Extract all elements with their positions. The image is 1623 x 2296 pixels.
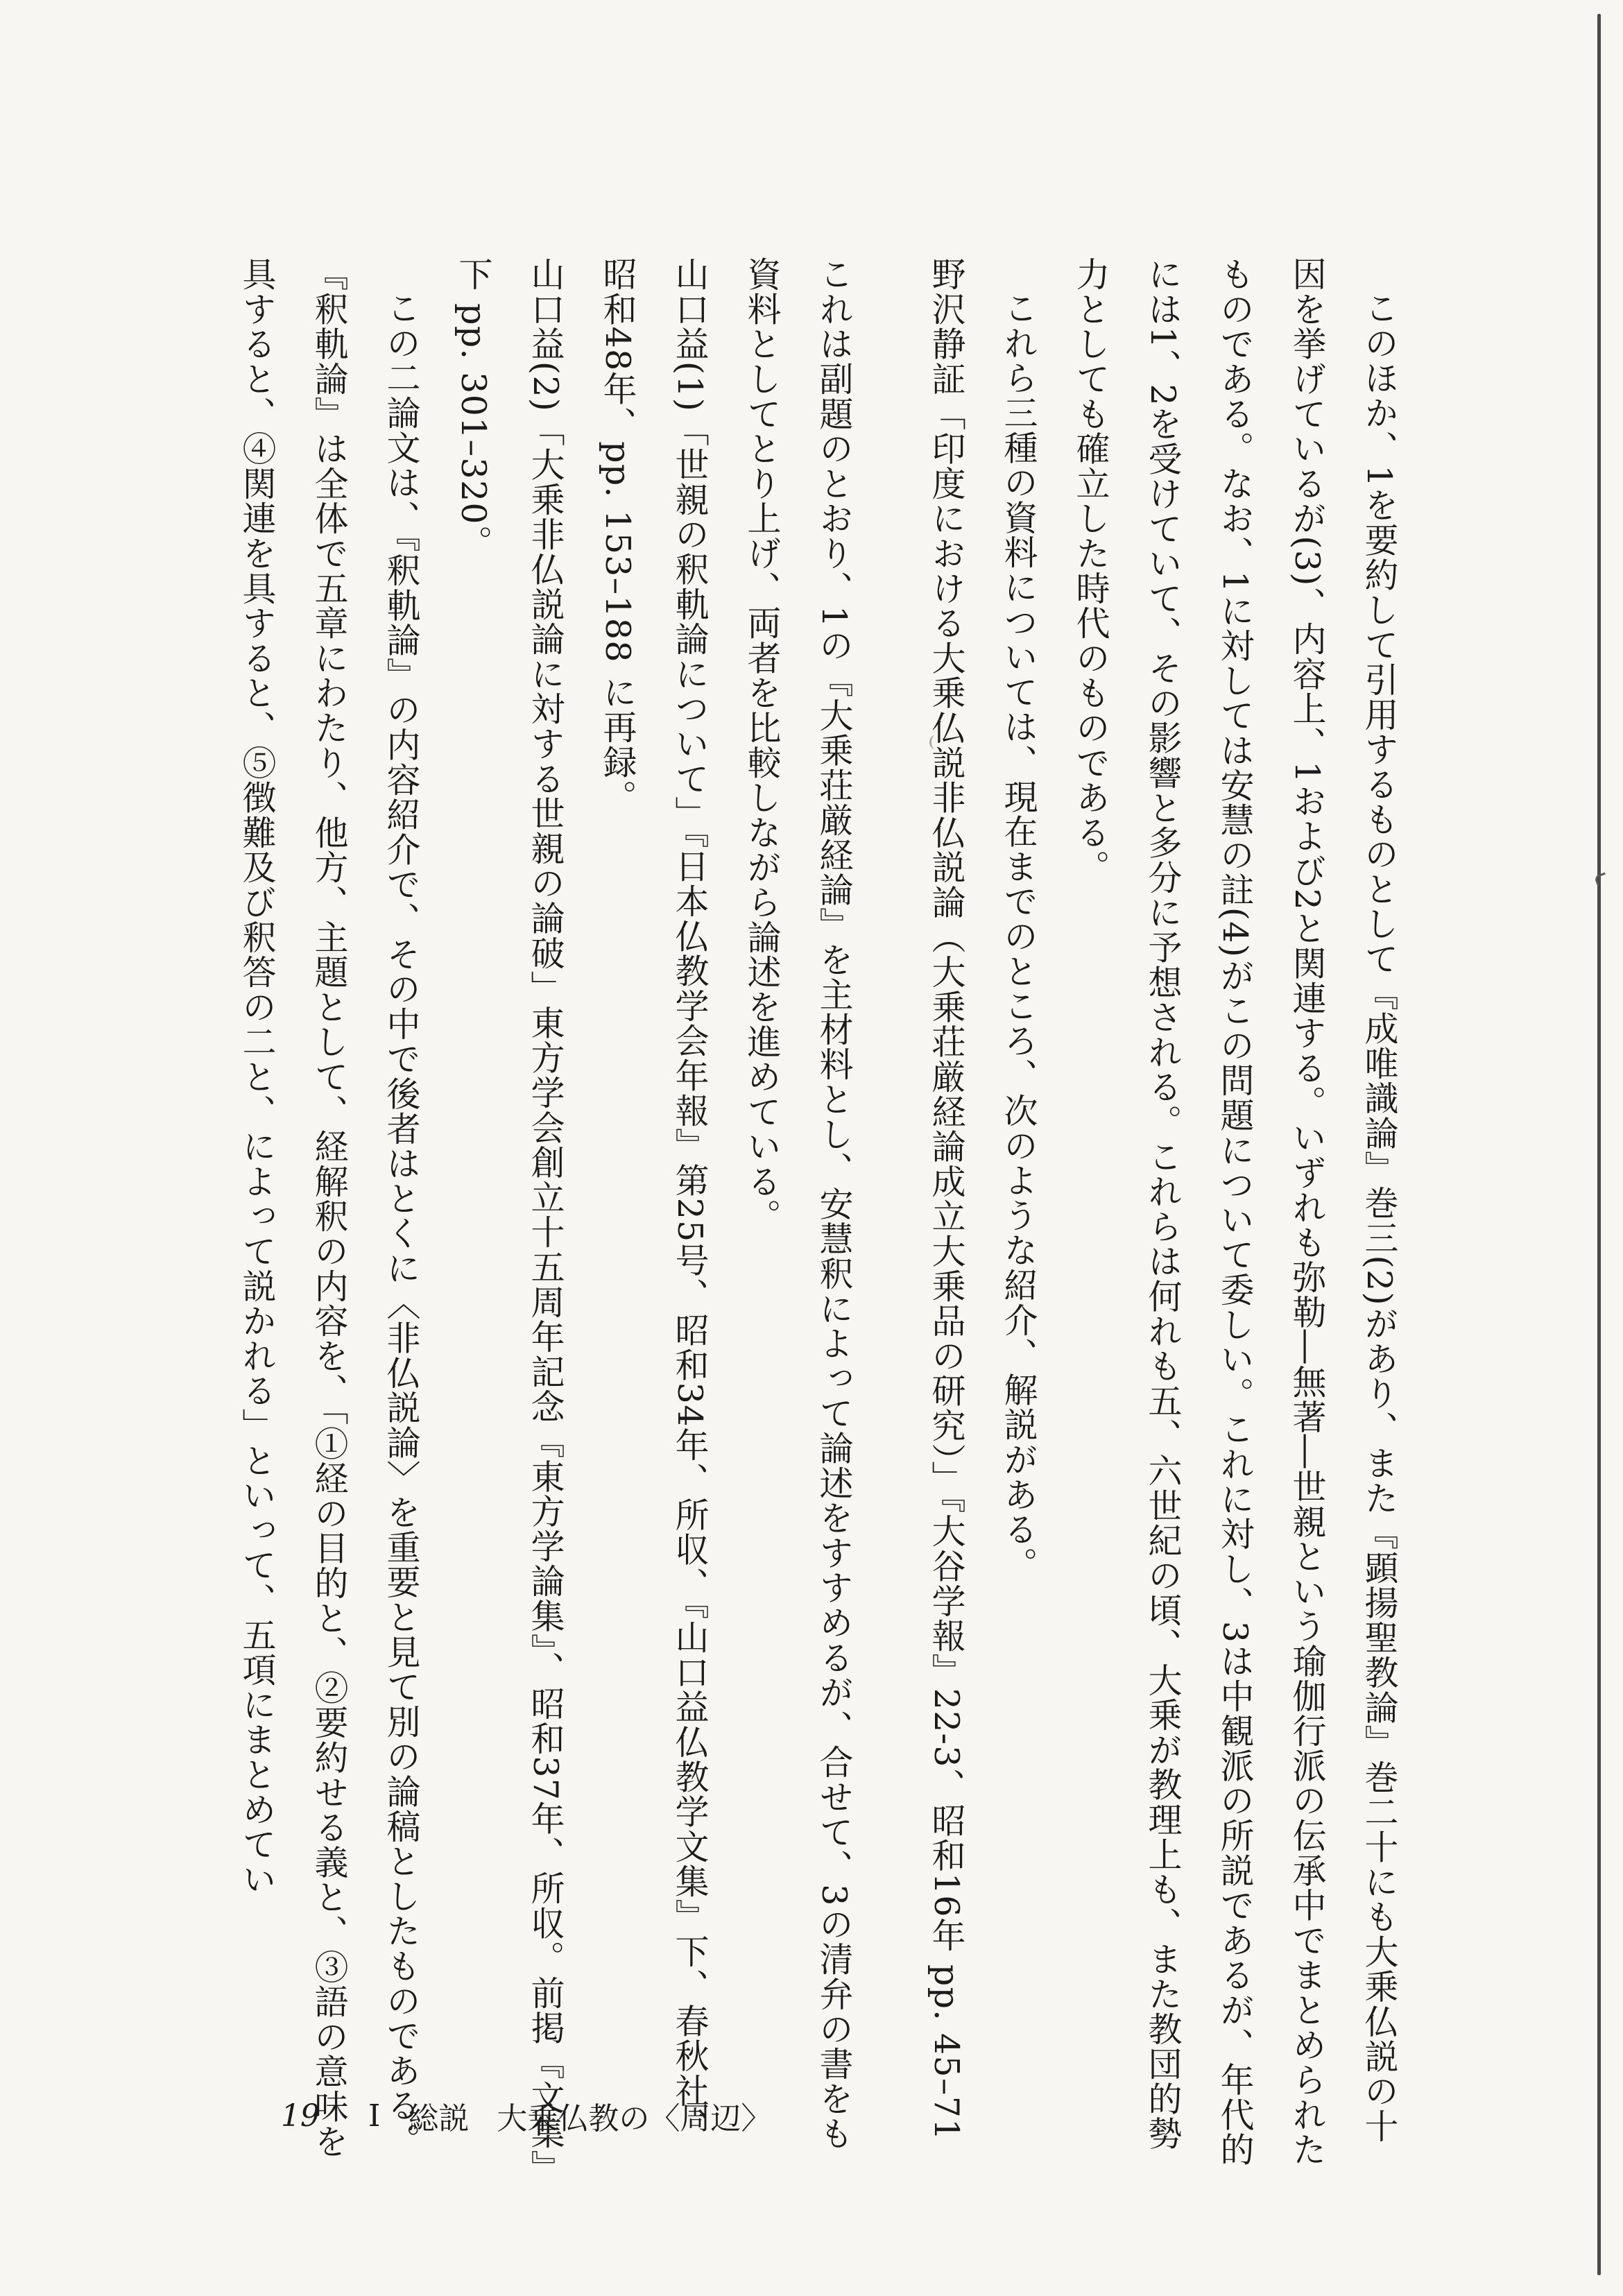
page-number: 19 bbox=[281, 2098, 320, 2134]
page-footer bbox=[281, 2088, 1252, 2143]
reference-nozawa: 野沢静証「印度における大乗仏説非仏説論（大乗荘厳経論成立大乗品の研究）」『大谷学報』22‑3、昭和16年 pp. 45–71 bbox=[927, 257, 966, 2141]
chapter-title: 大乗仏教の〈周辺〉 bbox=[497, 2101, 772, 2136]
paragraph-intro: このほか、1を要約して引用するものとして『成唯識論』巻三(2)があり、また『顕揚聖教論』巻二十にも大乗仏説の十因を挙げているが(3)、内容上、1および2と関連する。いずれも弥勒―無著―世親という瑜伽行派の伝承中でまとめられたものである。なお、1に対しては安慧の註(4)がこの問題について委しい。これに対し、3は中観派の所説であるが、年代的には1、2を受けていて、その影響と多分に予想される。これらは何れも五、六世紀の頃、大乗が教理上も、また教団的勢力としても確立した時代のものである。 bbox=[1071, 257, 1399, 2167]
paragraph-nozawa-summary: これは副題のとおり、1の『大乗荘厳経論』を主材料とし、安慧釈によって論述をすすめるが、合せて、3の清弁の書をも資料としてとり上げ、両者を比較しながら論述を進めている。 bbox=[742, 257, 854, 2151]
part-number: I bbox=[368, 2098, 381, 2134]
paragraph-sources: これら三種の資料については、現在までのところ、次のような紹介、解説がある。 bbox=[999, 291, 1038, 1582]
reference-yamaguchi-2: 山口益(2)「大乗非仏説論に対する世親の論破」東方学会創立十五周年記念『東方学論集』、昭和37年、所収。前掲『文集』下 pp. 301–320。 bbox=[454, 257, 565, 2168]
paragraph-yamaguchi-summary: この二論文は、『釈軌論』の内容紹介で、その中で後者はとくに〈非仏説論〉を重要と見て別の論稿としたものである。『釈軌論』は全体で五章にわたり、他方、主題として、経解釈の内容を、「①経の目的と、②要約せる義と、③語の意味を具すると、④関連を具すると、⑤徴難及び釈答の二と、によって説かれる」といって、五項にまとめてい bbox=[237, 257, 421, 2159]
vertical-text-body bbox=[236, 257, 1415, 2171]
section-label: 総説 bbox=[408, 2101, 470, 2136]
page-edge-mark bbox=[1594, 873, 1608, 886]
page-edge-shadow bbox=[1597, 14, 1601, 2275]
reference-yamaguchi-1: 山口益(1)「世親の釈軌論について」『日本仏教学会年報』第25号、昭和34年、所収、『山口益仏教学文集』下、春秋社、昭和48年、pp. 153–188 に再録。 bbox=[598, 257, 710, 2143]
